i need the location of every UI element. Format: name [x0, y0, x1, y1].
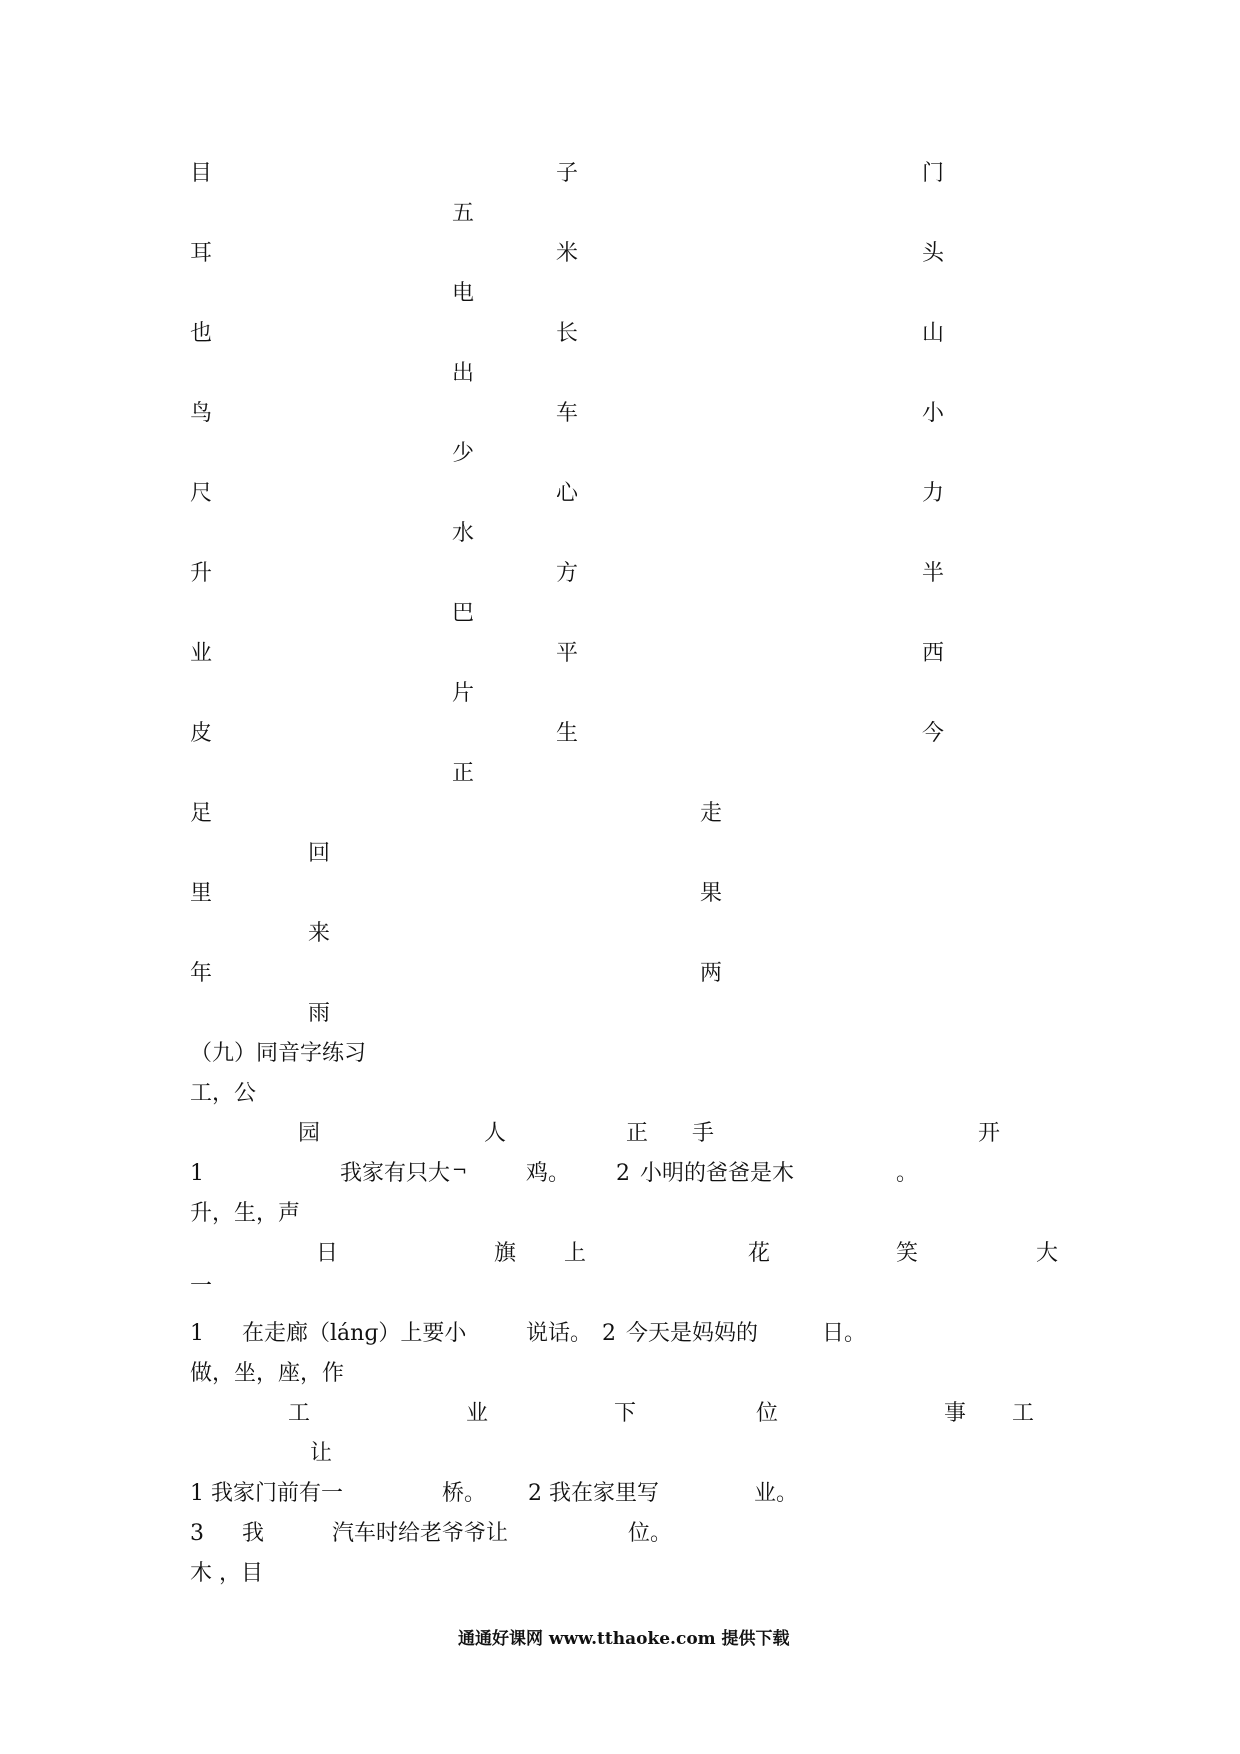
group-chars: 木 ，目 — [190, 1561, 263, 1586]
question-text: 。 — [896, 1161, 919, 1186]
grid-char: 门 — [922, 161, 945, 186]
grid-char: 心 — [556, 481, 579, 506]
grid-char: 业 — [190, 641, 213, 666]
word-blank: 下 — [614, 1401, 637, 1426]
word-blank: 旗 — [494, 1241, 517, 1266]
question-text: 业。 — [754, 1481, 799, 1506]
grid-char: 水 — [452, 521, 475, 546]
group-chars: 做，坐，座，作 — [190, 1361, 345, 1386]
question-text: 今天是妈妈的 — [626, 1321, 759, 1346]
grid-char: 半 — [922, 561, 945, 586]
grid-char: 目 — [190, 161, 213, 186]
word-blank: 人 — [484, 1121, 507, 1146]
word-blank: 大 — [1036, 1241, 1059, 1266]
group-chars: 升，生，声 — [190, 1201, 301, 1226]
grid-char: 来 — [308, 921, 331, 946]
question-text: 鸡。 — [526, 1161, 571, 1186]
word-blank: 事 — [944, 1401, 967, 1426]
word-blank: 上 — [564, 1241, 587, 1266]
question-text: 位。 — [628, 1521, 673, 1546]
grid-char: 走 — [700, 801, 723, 826]
grid-char: 足 — [190, 801, 213, 826]
grid-char: 长 — [556, 321, 579, 346]
word-blank: 工 — [288, 1401, 311, 1426]
word-blank: 花 — [748, 1241, 771, 1266]
word-blank: 开 — [978, 1121, 1001, 1146]
grid-char: 鸟 — [190, 401, 213, 426]
question-text: 2 我在家里写 — [528, 1481, 659, 1506]
question-text: 桥。 — [442, 1481, 487, 1506]
grid-char: 五 — [452, 201, 475, 226]
grid-char: 两 — [700, 961, 723, 986]
grid-char: 雨 — [308, 1001, 331, 1026]
grid-char: 西 — [922, 641, 945, 666]
question-text: 在走廊（lánɡ）上要小 — [242, 1321, 467, 1346]
grid-char: 电 — [452, 281, 475, 306]
grid-char: 果 — [700, 881, 723, 906]
word-blank: 笑 — [896, 1241, 919, 1266]
grid-char: 小 — [922, 401, 945, 426]
word-blank: 正 — [626, 1121, 649, 1146]
grid-char: 年 — [190, 961, 213, 986]
clipped-line — [188, 1274, 218, 1299]
grid-char: 车 — [556, 401, 579, 426]
grid-char: 山 — [922, 321, 945, 346]
grid-char: 头 — [922, 241, 945, 266]
section-title: （九）同音字练习 — [190, 1041, 367, 1066]
grid-char: 今 — [922, 721, 945, 746]
word-blank: 手 — [692, 1121, 715, 1146]
grid-char: 出 — [452, 361, 475, 386]
grid-char: 力 — [922, 481, 945, 506]
word-blank: 工 — [1012, 1401, 1035, 1426]
grid-char: 升 — [190, 561, 213, 586]
word-blank: 日 — [316, 1241, 339, 1266]
question-number: 1 — [190, 1321, 204, 1346]
grid-char: 生 — [556, 721, 579, 746]
question-number: 1 — [190, 1161, 204, 1186]
clipped-char: 一 — [190, 1274, 213, 1299]
grid-char: 平 — [556, 641, 579, 666]
word-blank: 让 — [310, 1441, 333, 1466]
question-number: 2 — [616, 1161, 630, 1186]
word-blank: 业 — [466, 1401, 489, 1426]
grid-char: 耳 — [190, 241, 213, 266]
grid-char: 皮 — [190, 721, 213, 746]
grid-char: 少 — [452, 441, 475, 466]
question-text: 说话。 — [526, 1321, 593, 1346]
question-text: 我 — [242, 1521, 265, 1546]
grid-char: 米 — [556, 241, 579, 266]
page-footer: 通通好课网 www.tthaoke.com 提供下载 — [458, 1629, 790, 1649]
question-text: 小明的爸爸是木 — [640, 1161, 795, 1186]
stray-mark: ¬ — [452, 1160, 468, 1181]
grid-char: 里 — [190, 881, 213, 906]
question-text: 我家有只大 — [340, 1161, 451, 1186]
grid-char: 巴 — [452, 601, 475, 626]
grid-char: 正 — [452, 761, 475, 786]
word-blank: 园 — [298, 1121, 321, 1146]
question-text: 日。 — [822, 1321, 867, 1346]
question-text: 1 我家门前有一 — [190, 1481, 343, 1506]
grid-char: 方 — [556, 561, 579, 586]
grid-char: 也 — [190, 321, 213, 346]
grid-char: 子 — [556, 161, 579, 186]
group-chars: 工，公 — [190, 1081, 257, 1106]
grid-char: 回 — [308, 841, 331, 866]
question-number: 2 — [602, 1321, 616, 1346]
grid-char: 尺 — [190, 481, 213, 506]
question-number: 3 — [190, 1521, 204, 1546]
grid-char: 片 — [452, 681, 475, 706]
word-blank: 位 — [756, 1401, 779, 1426]
question-text: 汽车时给老爷爷让 — [332, 1521, 509, 1546]
